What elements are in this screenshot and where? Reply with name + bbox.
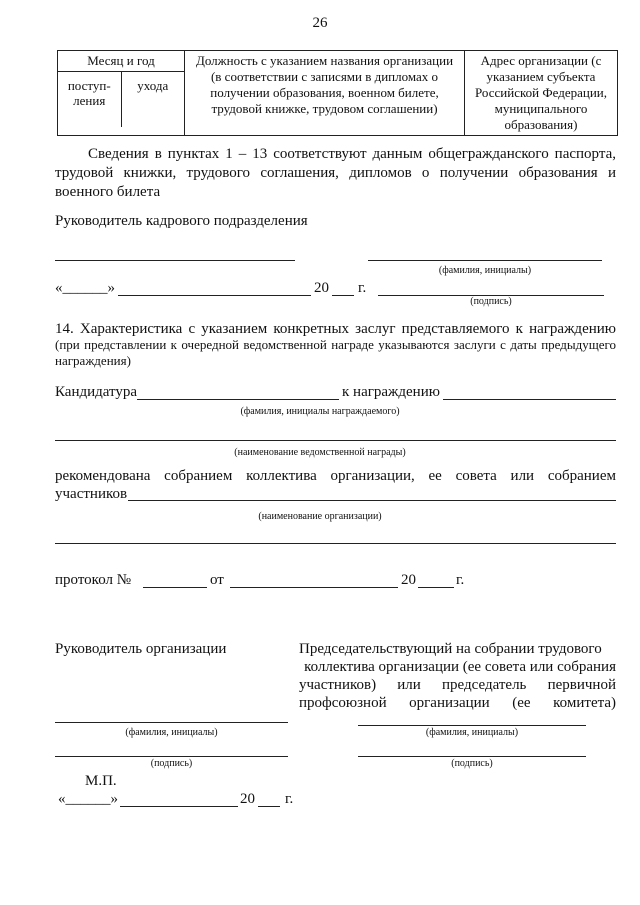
month-year-label: Месяц и год bbox=[87, 53, 155, 68]
chair-sign-line[interactable] bbox=[358, 756, 586, 757]
protocol-year-line[interactable] bbox=[418, 587, 454, 588]
recommended-line-2: участников bbox=[55, 486, 128, 502]
employment-table-header bbox=[57, 50, 618, 136]
org-name-caption: (наименование организации) bbox=[258, 511, 382, 522]
date-g-label: г. bbox=[358, 280, 367, 296]
protocol-from-label: от bbox=[210, 572, 224, 588]
hr-head-name-line-left[interactable] bbox=[55, 260, 295, 261]
org-head-sign-line[interactable] bbox=[55, 756, 288, 757]
hr-fio-caption: (фамилия, инициалы) bbox=[438, 265, 532, 276]
bottom-date-day: «______» bbox=[58, 791, 118, 807]
bottom-date-year-line[interactable] bbox=[258, 806, 280, 807]
candidacy-label: Кандидатура bbox=[55, 384, 138, 400]
award-line-right[interactable] bbox=[443, 399, 616, 400]
chair-fio-line[interactable] bbox=[358, 725, 586, 726]
chair-line-1: Председательствующий на собрании трудового bbox=[299, 641, 602, 657]
bottom-date-g-label: г. bbox=[285, 791, 294, 807]
bottom-date-year-prefix: 20 bbox=[240, 791, 255, 807]
to-award-label: к награждению bbox=[342, 384, 440, 400]
org-name-line-1[interactable] bbox=[128, 500, 616, 501]
award-name-caption: (наименование ведомственной награды) bbox=[234, 447, 406, 458]
recommended-line-1: рекомендована собранием коллектива организации, ее совета или собранием bbox=[55, 468, 616, 484]
month-year-header bbox=[58, 51, 185, 136]
date-day-field: «______» bbox=[55, 280, 115, 296]
hr-head-fio-line[interactable] bbox=[368, 260, 602, 261]
departure-column-header: ухода bbox=[137, 78, 169, 93]
org-head-sign-caption: (подпись) bbox=[150, 758, 193, 769]
bottom-date-month-line[interactable] bbox=[120, 806, 238, 807]
awardee-caption: (фамилия, инициалы награждаемого) bbox=[240, 406, 400, 417]
chair-line-3: участников) или председатель первичной bbox=[299, 677, 616, 693]
position-column-header: Должность с указанием названия организации (в соответствии с записями в дипломах о получении образования, военном билете, трудовой книжке, трудовом соглашении) bbox=[185, 51, 465, 136]
chair-fio-caption: (фамилия, инициалы) bbox=[425, 727, 519, 738]
seal-place-label: М.П. bbox=[85, 773, 117, 789]
item-14-title: 14. Характеристика с указанием конкретных заслуг представляемого к награждению bbox=[55, 321, 616, 337]
data-correspondence-note: Сведения в пунктах 1 – 13 соответствуют данным общегражданского паспорта, трудовой книжки, трудового соглашения, дипломов о получении образования и военного билета bbox=[55, 146, 616, 200]
award-name-line[interactable] bbox=[55, 440, 616, 441]
protocol-number-line[interactable] bbox=[143, 587, 207, 588]
protocol-year-prefix: 20 bbox=[401, 572, 416, 588]
admission-column-header: поступ- ления bbox=[58, 72, 122, 127]
hr-head-label: Руководитель кадрового подразделения bbox=[55, 213, 308, 229]
protocol-label: протокол № bbox=[55, 572, 132, 588]
chair-line-2: коллектива организации (ее совета или собрания bbox=[304, 659, 616, 675]
chair-line-4: профсоюзной организации (ее комитета) bbox=[299, 695, 616, 711]
protocol-g-label: г. bbox=[456, 572, 465, 588]
item-14-note: (при представлении к очередной ведомственной награде указываются заслуги с даты предыдущего награждения) bbox=[55, 337, 616, 368]
org-head-label: Руководитель организации bbox=[55, 641, 227, 657]
org-head-fio-line[interactable] bbox=[55, 722, 288, 723]
date-month-line[interactable] bbox=[118, 295, 311, 296]
candidate-name-line[interactable] bbox=[137, 399, 339, 400]
date-year-prefix: 20 bbox=[314, 280, 329, 296]
protocol-date-line[interactable] bbox=[230, 587, 398, 588]
page-number: 26 bbox=[312, 15, 328, 31]
org-head-fio-caption: (фамилия, инициалы) bbox=[125, 727, 218, 738]
hr-sign-caption: (подпись) bbox=[470, 296, 512, 307]
chair-sign-caption: (подпись) bbox=[451, 758, 493, 769]
date-year-line[interactable] bbox=[332, 295, 354, 296]
address-column-header: Адрес организации (с указанием субъекта Российской Федерации, муниципального образования) bbox=[465, 51, 618, 136]
org-name-line-2[interactable] bbox=[55, 543, 616, 544]
